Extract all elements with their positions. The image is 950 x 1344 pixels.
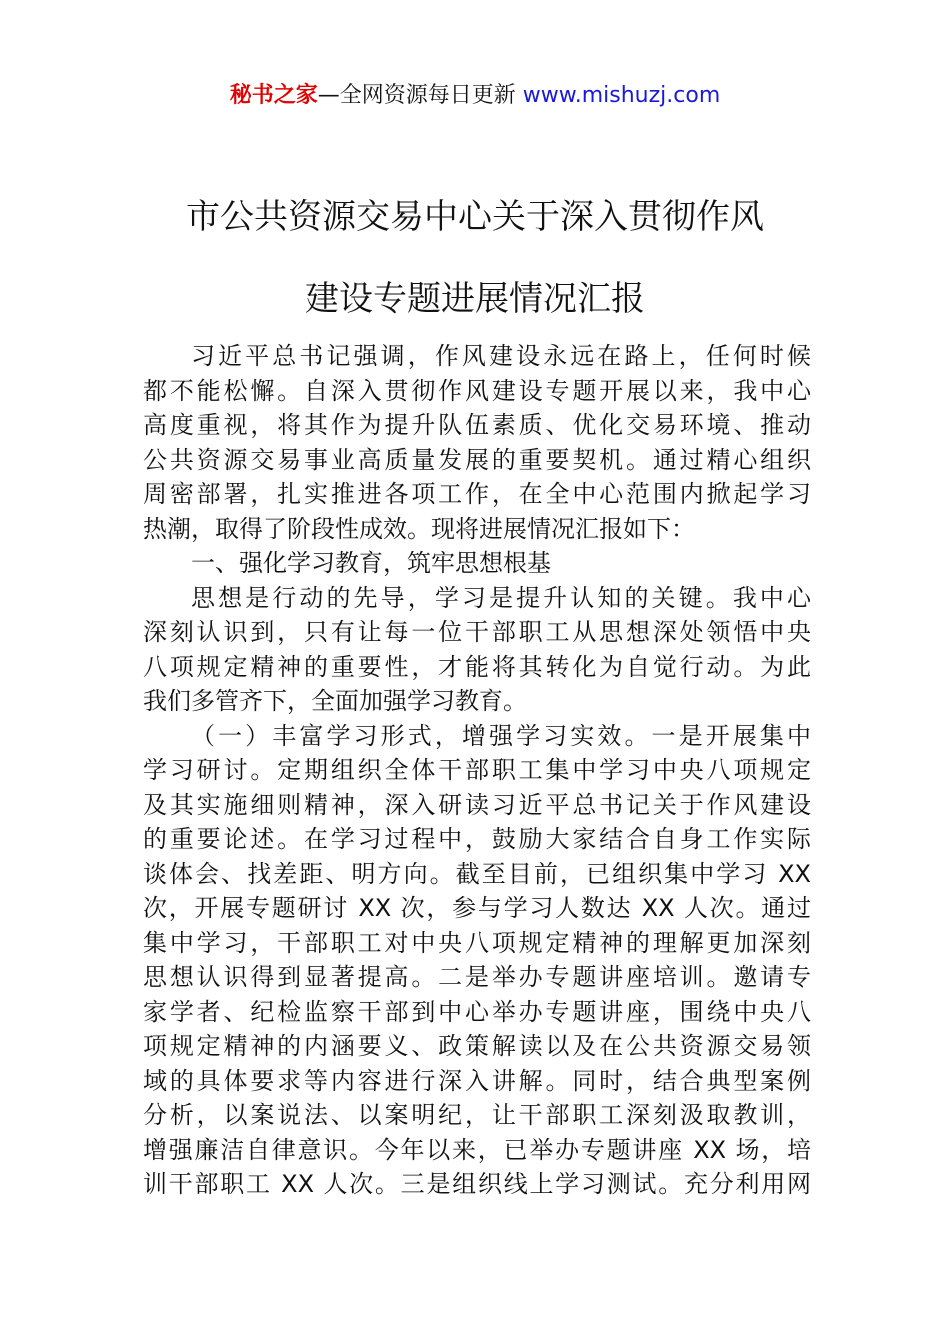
body-line: 谈体会、找差距、明方向。截至目前，已组织集中学习 XX (143, 859, 811, 888)
site-header (0, 80, 950, 112)
body-line: 习近平总书记强调，作风建设永远在路上，任何时候 (191, 342, 811, 370)
body-line: 都不能松懈。自深入贯彻作风建设专题开展以来，我中心 (143, 376, 811, 405)
body-line: 训干部职工 XX 人次。三是组织线上学习测试。充分利用网 (143, 1170, 811, 1198)
section-heading: 一、强化学习教育，筑牢思想根基 (191, 549, 551, 577)
document-title-line-2: 建设专题进展情况汇报 (305, 279, 645, 319)
document-title (100, 176, 850, 340)
body-line: 深刻认识到，只有让每一位干部职工从思想深处领悟中央 (143, 618, 811, 646)
body-line: 项规定精神的内涵要义、政策解读以及在公共资源交易领 (143, 1032, 811, 1060)
body-line: 的重要论述。在学习过程中，鼓励大家结合自身工作实际 (143, 825, 811, 853)
body-line: 周密部署，扎实推进各项工作，在全中心范围内掀起学习 (143, 480, 811, 508)
site-url-link[interactable]: www.mishuzj.com (522, 83, 721, 108)
body-line: 域的具体要求等内容进行深入讲解。同时，结合典型案例 (143, 1066, 811, 1095)
body-line: 高度重视，将其作为提升队伍素质、优化交易环境、推动 (143, 411, 811, 439)
body-line: 热潮，取得了阶段性成效。现将进展情况汇报如下： (143, 514, 695, 543)
document-title-line-1: 市公共资源交易中心关于深入贯彻作风 (186, 197, 764, 237)
site-brand: 秘书之家 (229, 83, 318, 108)
body-line: 学习研讨。定期组织全体干部职工集中学习中央八项规定 (143, 756, 811, 784)
body-line: 思想认识得到显著提高。二是举办专题讲座培训。邀请专 (143, 963, 811, 991)
body-line: 八项规定精神的重要性，才能将其转化为自觉行动。为此 (143, 652, 811, 681)
body-line: 公共资源交易事业高质量发展的重要契机。通过精心组织 (143, 445, 811, 474)
body-line: 集中学习，干部职工对中央八项规定精神的理解更加深刻 (143, 928, 811, 957)
site-tagline: —全网资源每日更新 (317, 83, 523, 108)
body-line: 思想是行动的先导，学习是提升认知的关键。我中心 (191, 583, 811, 612)
body-line: 家学者、纪检监察干部到中心举办专题讲座，围绕中央八 (143, 997, 811, 1026)
body-line: 分析，以案说法、以案明纪，让干部职工深刻汲取教训， (143, 1101, 811, 1129)
body-line: 增强廉洁自律意识。今年以来，已举办专题讲座 XX 场，培 (143, 1135, 811, 1164)
body-line: 及其实施细则精神，深入研读习近平总书记关于作风建设 (143, 790, 811, 819)
subsection-heading-line: （一）丰富学习形式，增强学习实效。一是开展集中 (191, 721, 811, 750)
body-line: 我们多管齐下，全面加强学习教育。 (143, 687, 527, 715)
body-line: 次，开展专题研讨 XX 次，参与学习人数达 XX 人次。通过 (143, 894, 811, 922)
document-body (143, 339, 811, 1202)
